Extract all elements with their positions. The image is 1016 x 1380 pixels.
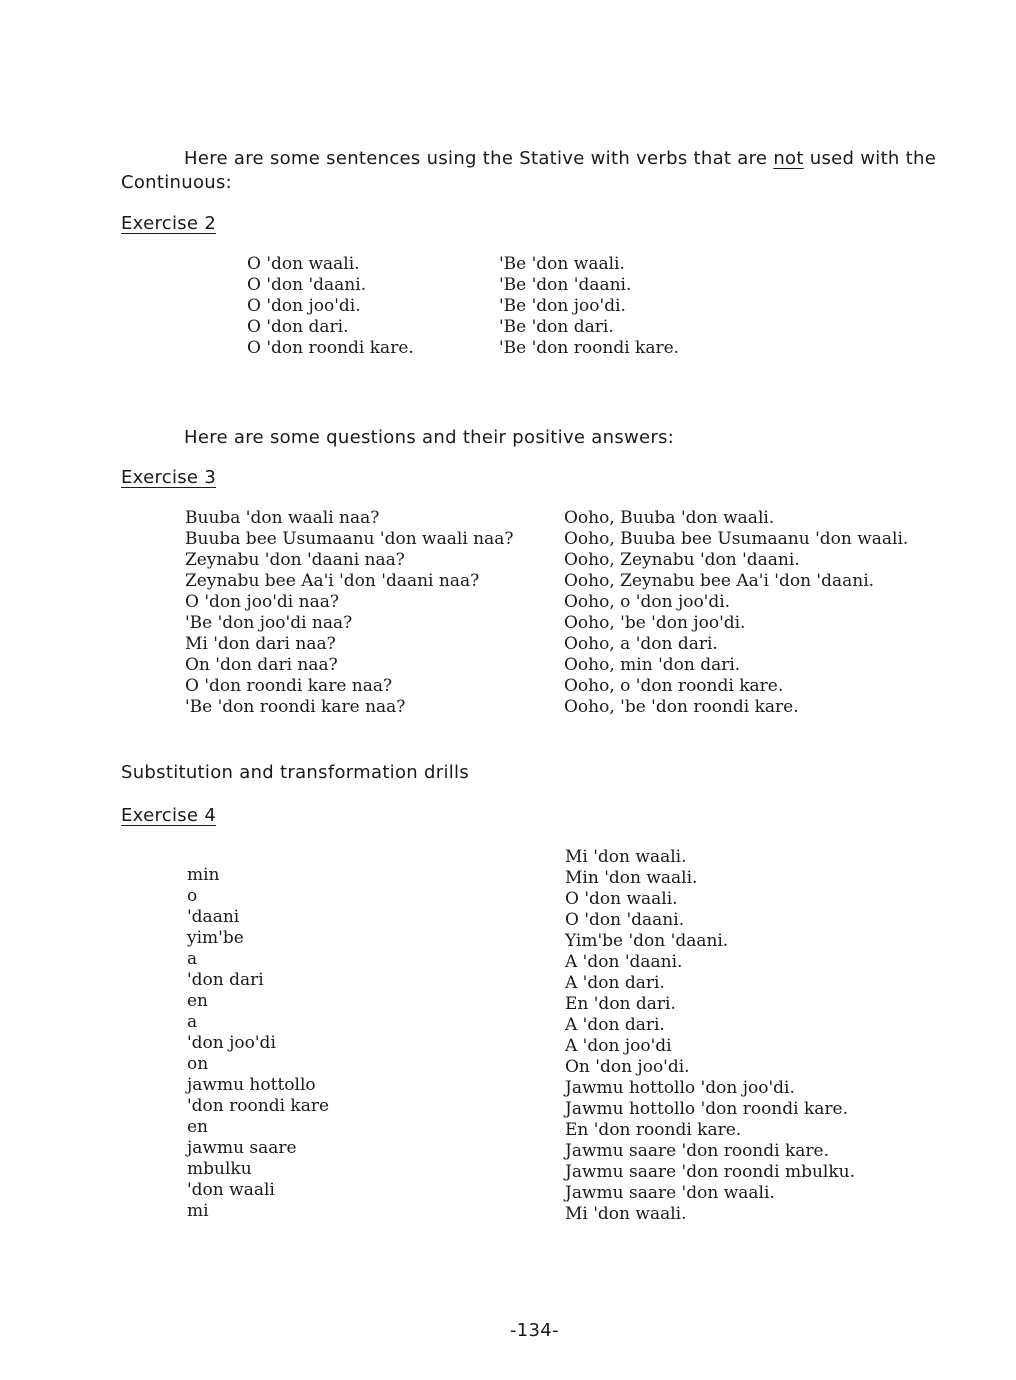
cue-item: en — [187, 1117, 209, 1137]
answer-item: Ooho, o 'don roondi kare. — [564, 676, 784, 696]
intro-emphasis: not — [773, 148, 804, 169]
exercise3-questions — [185, 508, 514, 718]
cue-item: 'don joo'di — [187, 1033, 276, 1053]
answer-item: Ooho, 'be 'don roondi kare. — [564, 697, 799, 717]
response-item: A 'don joo'di — [565, 1036, 672, 1056]
intro-paragraph-line2: Continuous: — [121, 172, 233, 193]
exercise4-responses — [565, 847, 855, 1225]
exercise4-heading: Exercise 4 — [121, 805, 217, 826]
cue-item: min — [187, 865, 220, 885]
question-item: O 'don joo'di naa? — [185, 592, 339, 612]
page-number: -134- — [510, 1320, 559, 1341]
list-item: O 'don roondi kare. — [247, 338, 414, 358]
intro-paragraph-line1 — [184, 148, 936, 169]
response-item: A 'don dari. — [565, 973, 665, 993]
response-item: Jawmu saare 'don roondi kare. — [565, 1141, 829, 1161]
answer-item: Ooho, 'be 'don joo'di. — [564, 613, 746, 633]
exercise2-left-column — [247, 254, 414, 359]
list-item: O 'don waali. — [247, 254, 360, 274]
answer-item: Ooho, Zeynabu 'don 'daani. — [564, 550, 800, 570]
response-item: Min 'don waali. — [565, 868, 698, 888]
cue-item: on — [187, 1054, 209, 1074]
response-item: A 'don dari. — [565, 1015, 665, 1035]
question-item: Zeynabu 'don 'daani naa? — [185, 550, 405, 570]
question-item: On 'don dari naa? — [185, 655, 338, 675]
list-item: 'Be 'don joo'di. — [499, 296, 626, 316]
exercise3-heading: Exercise 3 — [121, 467, 217, 488]
response-item: On 'don joo'di. — [565, 1057, 690, 1077]
response-item: Yim'be 'don 'daani. — [565, 931, 729, 951]
response-item: Jawmu hottollo 'don roondi kare. — [565, 1099, 849, 1119]
intro-text-start: Here are some sentences using the Stative with verbs that are — [184, 148, 774, 169]
intro-text-end: used with the — [803, 148, 937, 169]
response-item: A 'don 'daani. — [565, 952, 683, 972]
list-item: O 'don joo'di. — [247, 296, 361, 316]
response-item: Mi 'don waali. — [565, 1204, 687, 1224]
question-item: 'Be 'don joo'di naa? — [185, 613, 353, 633]
response-item: Jawmu saare 'don waali. — [565, 1183, 775, 1203]
cue-item: 'don roondi kare — [187, 1096, 330, 1116]
cue-item: jawmu hottollo — [187, 1075, 316, 1095]
exercise2-right-column — [499, 254, 679, 359]
response-item: O 'don 'daani. — [565, 910, 685, 930]
list-item: 'Be 'don dari. — [499, 317, 614, 337]
cue-item: 'daani — [187, 907, 240, 927]
cue-item: mbulku — [187, 1159, 252, 1179]
answer-item: Ooho, min 'don dari. — [564, 655, 741, 675]
cue-item: a — [187, 949, 198, 969]
intro-questions: Here are some questions and their positive answers: — [184, 427, 675, 448]
answer-item: Ooho, Buuba 'don waali. — [564, 508, 775, 528]
question-item: Buuba 'don waali naa? — [185, 508, 380, 528]
exercise2-heading: Exercise 2 — [121, 213, 217, 234]
question-item: Zeynabu bee Aa'i 'don 'daani naa? — [185, 571, 480, 591]
answer-item: Ooho, Zeynabu bee Aa'i 'don 'daani. — [564, 571, 875, 591]
answer-item: Ooho, Buuba bee Usumaanu 'don waali. — [564, 529, 909, 549]
exercise3-answers — [564, 508, 908, 718]
cue-item: mi — [187, 1201, 209, 1221]
response-item: O 'don waali. — [565, 889, 678, 909]
cue-item: en — [187, 991, 209, 1011]
question-item: Buuba bee Usumaanu 'don waali naa? — [185, 529, 514, 549]
question-item: 'Be 'don roondi kare naa? — [185, 697, 406, 717]
response-item: Mi 'don waali. — [565, 847, 687, 867]
cue-item: o — [187, 886, 198, 906]
response-item: Jawmu hottollo 'don joo'di. — [565, 1078, 795, 1098]
response-item: Jawmu saare 'don roondi mbulku. — [565, 1162, 856, 1182]
list-item: 'Be 'don waali. — [499, 254, 625, 274]
list-item: O 'don dari. — [247, 317, 349, 337]
answer-item: Ooho, a 'don dari. — [564, 634, 718, 654]
response-item: En 'don roondi kare. — [565, 1120, 742, 1140]
cue-item: 'don dari — [187, 970, 264, 990]
answer-item: Ooho, o 'don joo'di. — [564, 592, 731, 612]
list-item: 'Be 'don roondi kare. — [499, 338, 680, 358]
section-heading: Substitution and transformation drills — [121, 762, 470, 783]
response-item: En 'don dari. — [565, 994, 676, 1014]
list-item: O 'don 'daani. — [247, 275, 367, 295]
cue-item: jawmu saare — [187, 1138, 297, 1158]
cue-item: yim'be — [187, 928, 244, 948]
cue-item: a — [187, 1012, 198, 1032]
exercise4-cues — [187, 865, 329, 1222]
question-item: Mi 'don dari naa? — [185, 634, 336, 654]
cue-item: 'don waali — [187, 1180, 275, 1200]
question-item: O 'don roondi kare naa? — [185, 676, 393, 696]
list-item: 'Be 'don 'daani. — [499, 275, 632, 295]
